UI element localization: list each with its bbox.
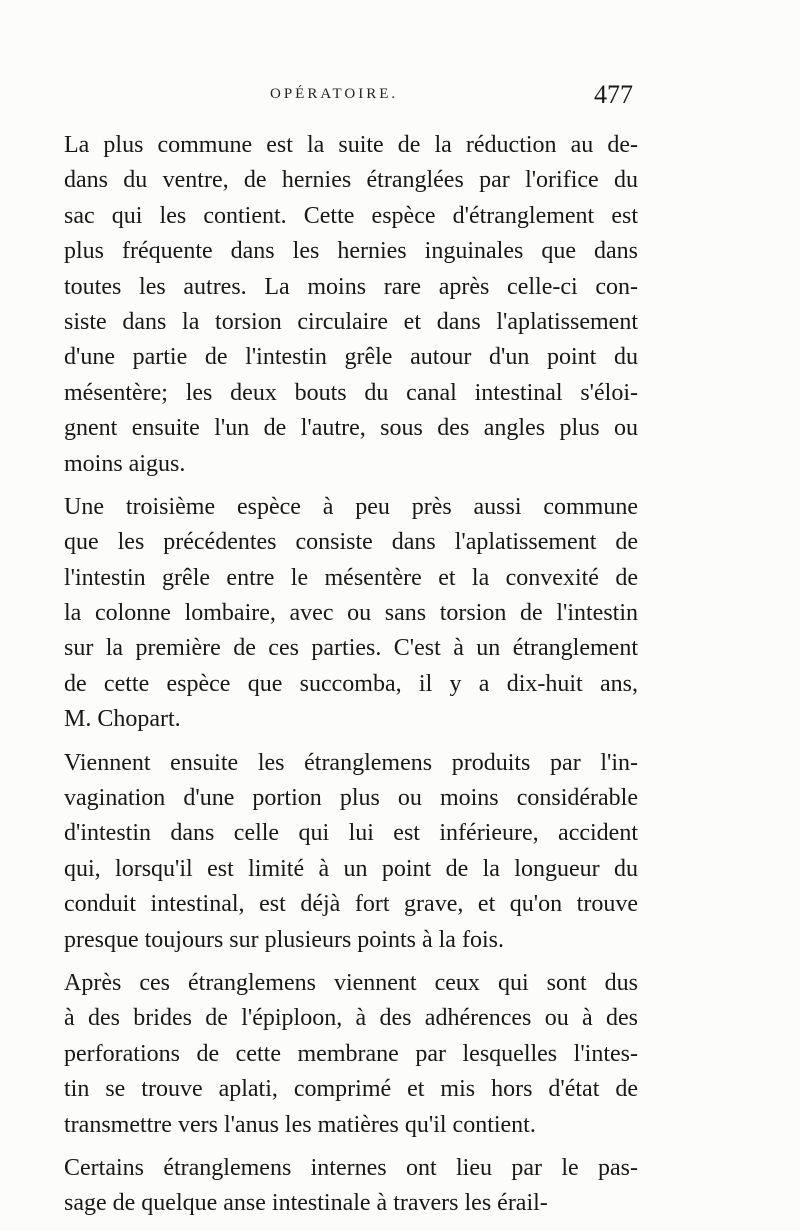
text-line: Après ces étranglemens viennent ceux qui sont dus [64,969,638,996]
paragraph-gap [64,1143,638,1151]
text-line: d'intestin dans celle qui lui est inférieure, accident [64,820,638,847]
text-line: perforations de cette membrane par lesquelles l'intes- [64,1040,638,1067]
paragraph [64,490,638,738]
text-line: plus fréquente dans les hernies inguinales que dans [64,238,638,265]
text-line: mésentère; les deux bouts du canal intestinal s'éloi- [64,379,638,406]
text-line: conduit intestinal, est déjà fort grave, et qu'on trouve [64,891,638,918]
text-line: sur la première de ces parties. C'est à un étranglement [64,635,638,662]
paragraph [64,746,638,958]
paragraph [64,128,638,482]
page-number: 477 [594,80,633,109]
text-line: que les précédentes consiste dans l'aplatissement de [64,529,638,556]
text-line: sac qui les contient. Cette espèce d'étranglement est [64,202,638,229]
text-line: Viennent ensuite les étranglemens produits par l'in- [64,749,638,776]
text-line: moins aigus. [64,450,186,477]
text-line: La plus commune est la suite de la réduction au de- [64,132,638,158]
text-line: d'une partie de l'intestin grêle autour d'un point du [64,344,638,371]
text-line: gnent ensuite l'un de l'autre, sous des angles plus ou [64,415,638,442]
text-line: dans du ventre, de hernies étranglées par l'orifice du [64,167,638,194]
text-line: transmettre vers l'anus les matières qu'il contient. [64,1111,536,1138]
paragraph-gap [64,482,638,490]
paragraph [64,966,638,1143]
text-line: M. Chopart. [64,706,181,733]
text-line: vagination d'une portion plus ou moins considérable [64,785,638,812]
paragraph-gap [64,738,638,746]
text-line: tin se trouve aplati, comprimé et mis hors d'état de [64,1076,638,1103]
paragraph-gap [64,958,638,966]
text-line: la colonne lombaire, avec ou sans torsion de l'intestin [64,600,638,627]
text-line: presque toujours sur plusieurs points à la fois. [64,926,504,953]
text-line: siste dans la torsion circulaire et dans l'aplatissement [64,308,638,335]
running-head: OPÉRATOIRE. [270,86,399,102]
text-line: l'intestin grêle entre le mésentère et la convexité de [64,564,638,591]
paragraph [64,1151,638,1222]
text-line: Une troisième espèce à peu près aussi commune [64,493,638,520]
text-line: qui, lorsqu'il est limité à un point de la longueur du [64,855,638,882]
body-text [64,128,638,1222]
text-line: à des brides de l'épiploon, à des adhérences ou à des [64,1005,638,1032]
page-header [0,80,800,110]
text-line: Certains étranglemens internes ont lieu par le pas- [64,1154,638,1181]
text-line: toutes les autres. La moins rare après celle-ci con- [64,273,638,300]
text-line: de cette espèce que succomba, il y a dix-huit ans, [64,670,638,697]
text-line: sage de quelque anse intestinale à travers les érail- [64,1190,548,1217]
